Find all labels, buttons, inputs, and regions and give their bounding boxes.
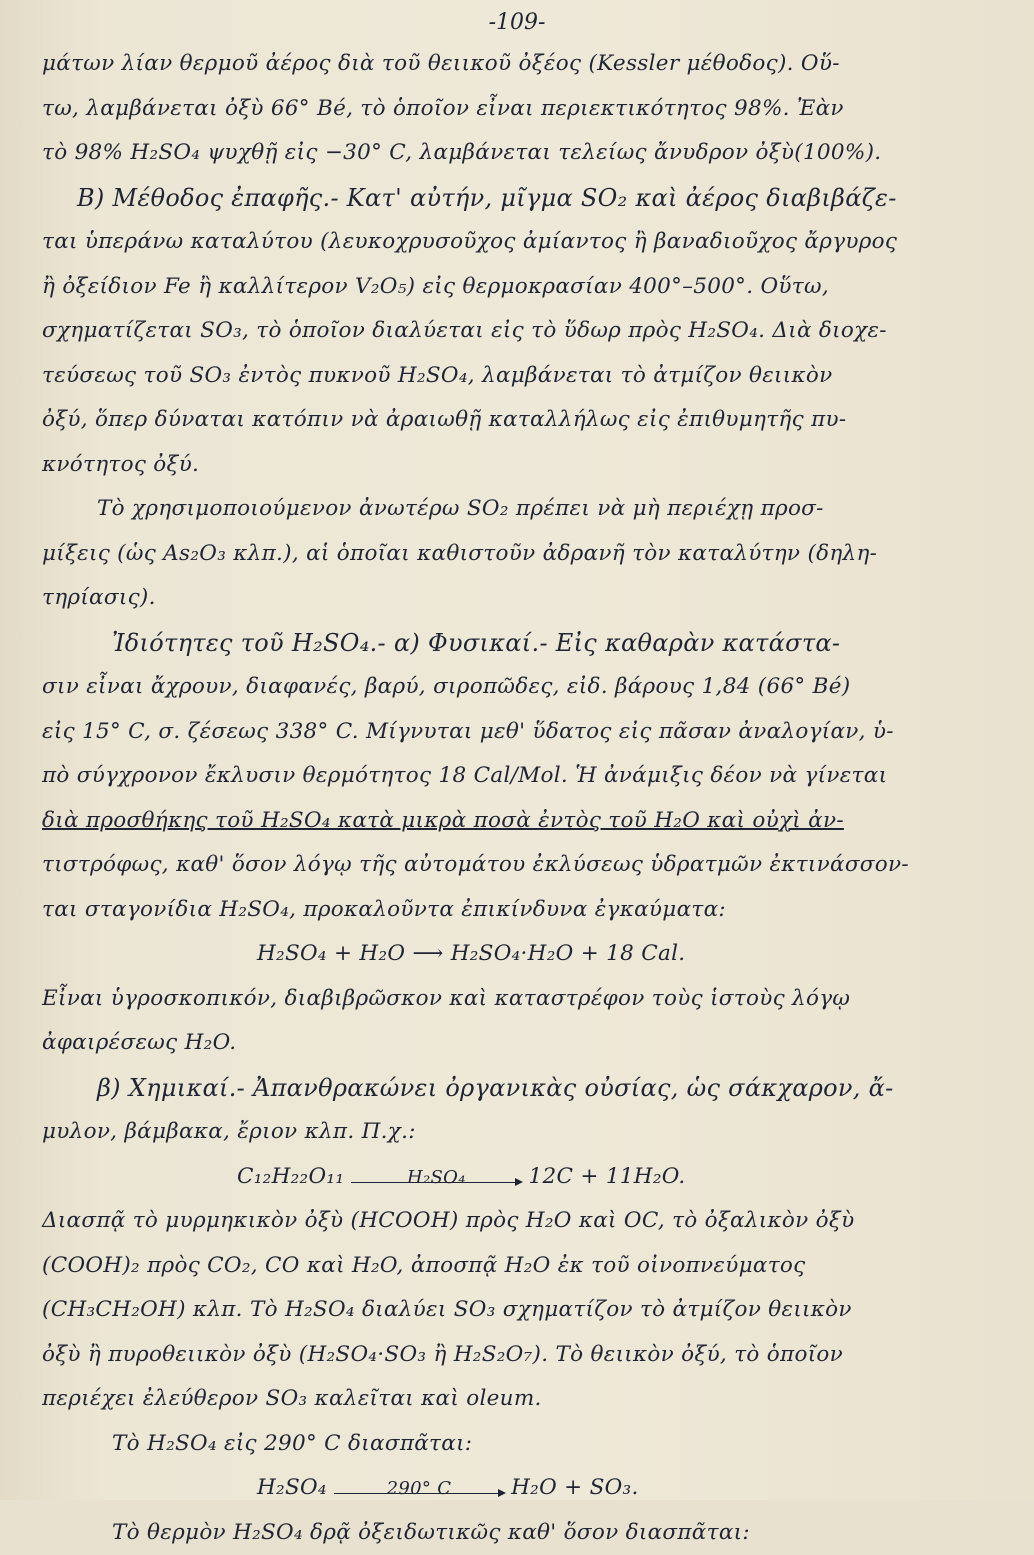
text-line: τιστρόφως, καθ' ὅσον λόγῳ τῆς αὐτομάτου ἐκλύσεως ὑδρατμῶν ἐκτινάσσον- [42,843,1002,888]
arrow-label: H₂SO₄ [351,1156,521,1201]
reaction-arrow [334,1485,504,1494]
section-heading-properties: Ἰδιότητες τοῦ H₂SO₄.- α) Φυσικαί.- Εἰς καθαρὰν κατάστα- [42,621,1002,666]
page-number: -109- [0,10,1034,35]
text-line: ὀξύ, ὅπερ δύναται κατόπιν νὰ ἀραιωθῇ καταλλήλως εἰς ἐπιθυμητῆς πυ- [42,398,1002,443]
text-line: ἀφαιρέσεως H₂O. [42,1021,1002,1066]
text-line: ται σταγονίδια H₂SO₄, προκαλοῦντα ἐπικίνδυνα ἐγκαύματα: [42,888,1002,933]
equation-right: 12C + 11H₂O. [529,1164,686,1189]
text-line: μάτων λίαν θερμοῦ ἀέρος διὰ τοῦ θειικοῦ ὀξέος (Kessler μέθοδος). Οὕ- [42,42,1002,87]
text-line: τεύσεως τοῦ SO₃ ἐντὸς πυκνοῦ H₂SO₄, λαμβάνεται τὸ ἀτμίζον θειικὸν [42,354,1002,399]
text-line: (COOH)₂ πρὸς CO₂, CO καὶ H₂O, ἀποσπᾷ H₂O ἐκ τοῦ οἰνοπνεύματος [42,1244,1002,1289]
equation-left: H₂SO₄ [257,1475,327,1500]
text-line: εἰς 15° C, σ. ζέσεως 338° C. Μίγνυται μεθ' ὕδατος εἰς πᾶσαν ἀναλογίαν, ὑ- [42,710,1002,755]
text-line: σχηματίζεται SO₃, τὸ ὁποῖον διαλύεται εἰς τὸ ὕδωρ πρὸς H₂SO₄. Διὰ διοχε- [42,309,1002,354]
section-heading-chemical: β) Χημικαί.- Ἀπανθρακώνει ὀργανικὰς οὐσίας, ὡς σάκχαρον, ἄ- [42,1066,1002,1111]
text-line: τω, λαμβάνεται ὀξὺ 66° Bé, τὸ ὁποῖον εἶναι περιεκτικότητος 98%. Ἐὰν [42,87,1002,132]
text-line: ται ὑπεράνω καταλύτου (λευκοχρυσοῦχος ἀμίαντος ἢ βαναδιοῦχος ἄργυρος [42,220,1002,265]
text-line: σιν εἶναι ἄχρουν, διαφανές, βαρύ, σιροπῶδες, εἰδ. βάρους 1,84 (66° Bé) [42,665,1002,710]
text-line: Διασπᾷ τὸ μυρμηκικὸν ὀξὺ (HCOOH) πρὸς H₂O καὶ OC, τὸ ὀξαλικὸν ὀξὺ [42,1199,1002,1244]
text-line: Τὸ θερμὸν H₂SO₄ δρᾷ ὀξειδωτικῶς καθ' ὅσον διασπᾶται: [42,1511,1002,1555]
text-line: Εἶναι ὑγροσκοπικόν, διαβιβρῶσκον καὶ καταστρέφον τοὺς ἱστοὺς λόγῳ [42,977,1002,1022]
equation-dilution: H₂SO₄ + H₂O ⟶ H₂SO₄·H₂O + 18 Cal. [42,932,1002,977]
text-line: κνότητος ὀξύ. [42,443,1002,488]
text-line: περιέχει ἐλεύθερον SO₃ καλεῖται καὶ oleum. [42,1377,1002,1422]
reaction-arrow [351,1174,521,1183]
text-line: Τὸ χρησιμοποιούμενον ἀνωτέρω SO₂ πρέπει νὰ μὴ περιέχῃ προσ- [42,487,1002,532]
equation-left: C₁₂H₂₂O₁₁ [237,1164,344,1189]
text-line: ὀξὺ ἢ πυροθειικὸν ὀξὺ (H₂SO₄·SO₃ ἢ H₂S₂O₇). Τὸ θειικὸν ὀξύ, τὸ ὁποῖον [42,1333,1002,1378]
text-line: Τὸ H₂SO₄ εἰς 290° C διασπᾶται: [42,1422,1002,1467]
equation-right: H₂O + SO₃. [511,1475,639,1500]
arrow-label: 290° C [334,1467,504,1512]
section-heading-contact-method: Β) Μέθοδος ἐπαφῆς.- Κατ' αὐτήν, μῖγμα SO₂ καὶ ἀέρος διαβιβάζε- [42,176,1002,221]
text-line: τηρίασις). [42,576,1002,621]
equation-sugar [42,1155,1002,1200]
text-line: μυλον, βάμβακα, ἔριον κλπ. Π.χ.: [42,1110,1002,1155]
body-text [42,42,1002,1555]
text-line: τὸ 98% H₂SO₄ ψυχθῇ εἰς −30° C, λαμβάνεται τελείως ἄνυδρον ὀξὺ(100%). [42,131,1002,176]
text-line: πὸ σύγχρονον ἔκλυσιν θερμότητος 18 Cal/Mol. Ἡ ἀνάμιξις δέον νὰ γίνεται [42,754,1002,799]
text-line: μίξεις (ὡς As₂O₃ κλπ.), αἱ ὁποῖαι καθιστοῦν ἀδρανῆ τὸν καταλύτην (δηλη- [42,532,1002,577]
text-line: ἢ ὀξείδιον Fe ἢ καλλίτερον V₂O₅) εἰς θερμοκρασίαν 400°–500°. Οὕτω, [42,265,1002,310]
text-line: (CH₃CH₂OH) κλπ. Τὸ H₂SO₄ διαλύει SO₃ σχηματίζον τὸ ἀτμίζον θειικὸν [42,1288,1002,1333]
equation-decomposition [42,1466,1002,1511]
underlined-line: διὰ προσθήκης τοῦ H₂SO₄ κατὰ μικρὰ ποσὰ ἐντὸς τοῦ H₂O καὶ οὐχὶ ἀν- [42,799,1002,844]
